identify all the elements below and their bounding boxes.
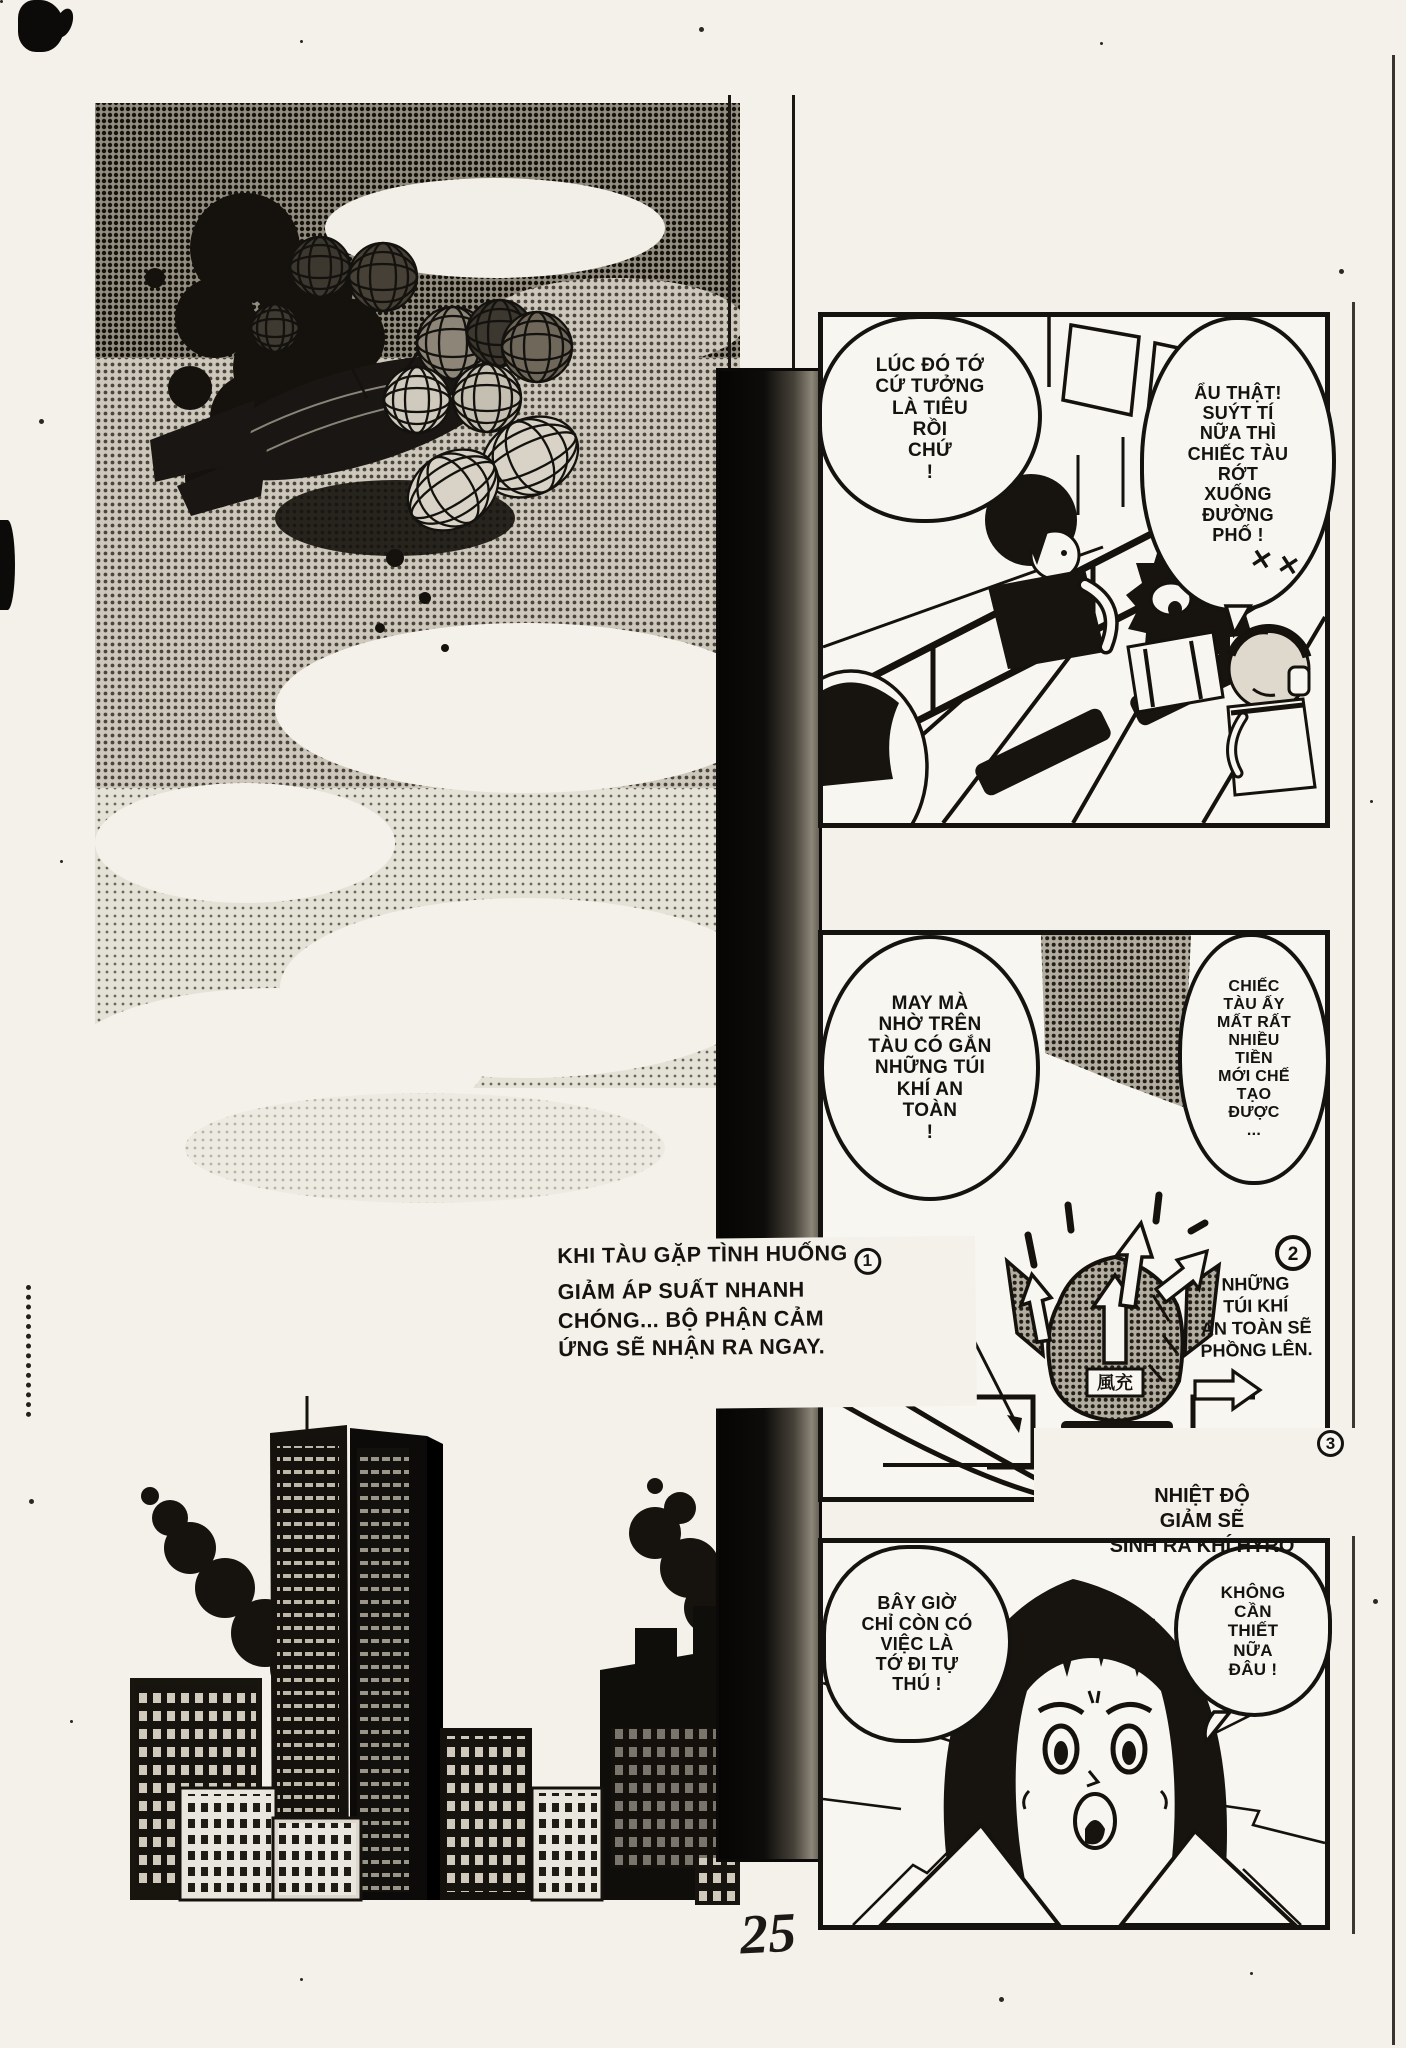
vertical-rule-left <box>728 95 731 368</box>
diagram-note-3: 3 NHIỆT ĐỘ GIẢM SẼ SINH RA KHÍ HYRO <box>1034 1428 1370 1536</box>
rider-foreground <box>823 671 927 823</box>
bubble-text: MAY MÀ NHỜ TRÊN TÀU CÓ GẮN NHỮNG TÚI KHÍ AN TOÀN ! <box>868 992 992 1143</box>
svg-text:2: 2 <box>1287 1244 1299 1265</box>
bubble-text: BÂY GIỜ CHỈ CÒN CÓ VIỆC LÀ TỚ ĐI TỰ THÚ ! <box>861 1593 973 1695</box>
seat-left <box>973 706 1114 798</box>
scan-dots-leftedge <box>26 1285 31 1417</box>
airbag-label: 風充 <box>1097 1373 1133 1393</box>
bubble-text: ẨU THẬT! SUÝT TÍ NỮA THÌ CHIẾC TÀU RỚT XUỐNG ĐƯỜNG PHỐ ! <box>1187 382 1289 545</box>
speech-bubble <box>1178 933 1330 1185</box>
scan-blob-leftedge <box>0 520 15 610</box>
collar-left <box>881 1825 1059 1925</box>
right-column-rule <box>1352 302 1355 1934</box>
caption-rest: GIẢM ÁP SUẤT NHANH CHÓNG... BỘ PHẬN CẢM ỨNG SẼ NHẬN RA NGAY. <box>557 1277 826 1362</box>
speech-bubble <box>1174 1545 1332 1717</box>
kid-character <box>1228 628 1315 795</box>
halftone-band <box>1041 935 1191 1107</box>
step-1-badge-inline: 1 <box>854 1248 881 1275</box>
bubble-tail <box>1222 604 1256 638</box>
vertical-rule-right <box>792 95 795 368</box>
speech-bubble <box>1140 316 1336 612</box>
bubble-text: LÚC ĐÓ TỚ CỨ TƯỞNG LÀ TIÊU RỒI CHỨ ! <box>875 354 985 483</box>
collar-right <box>1121 1831 1295 1925</box>
diagram-note-2: NHỮNG TÚI KHÍ AN TOÀN SẼ PHỒNG LÊN. <box>1200 1273 1313 1361</box>
caption-line: KHI TÀU GẶP TÌNH HUỐNG <box>557 1241 848 1269</box>
anger-marks: ✕✕ <box>1247 542 1309 584</box>
bubble-text: KHÔNG CẦN THIẾT NỮA ĐÂU ! <box>1220 1582 1286 1679</box>
page-number: 25 <box>738 1901 798 1967</box>
airship-city-illustration <box>95 88 740 1905</box>
gutter-bar <box>716 368 822 1862</box>
bubble-tail <box>1200 1710 1240 1746</box>
city-skyline-illustration <box>130 1396 740 1905</box>
step-3-badge: 3 <box>1317 1430 1344 1457</box>
speech-bubble <box>820 935 1040 1201</box>
paper-specks <box>0 0 3 3</box>
page-edge-rule <box>1392 55 1395 2045</box>
bubble-text: CHIẾC TÀU ẤY MẤT RẤT NHIỀU TIỀN MỚI CHẾ TẠO ĐƯỢC ... <box>1216 977 1292 1140</box>
diagram-caption <box>547 1236 977 1410</box>
